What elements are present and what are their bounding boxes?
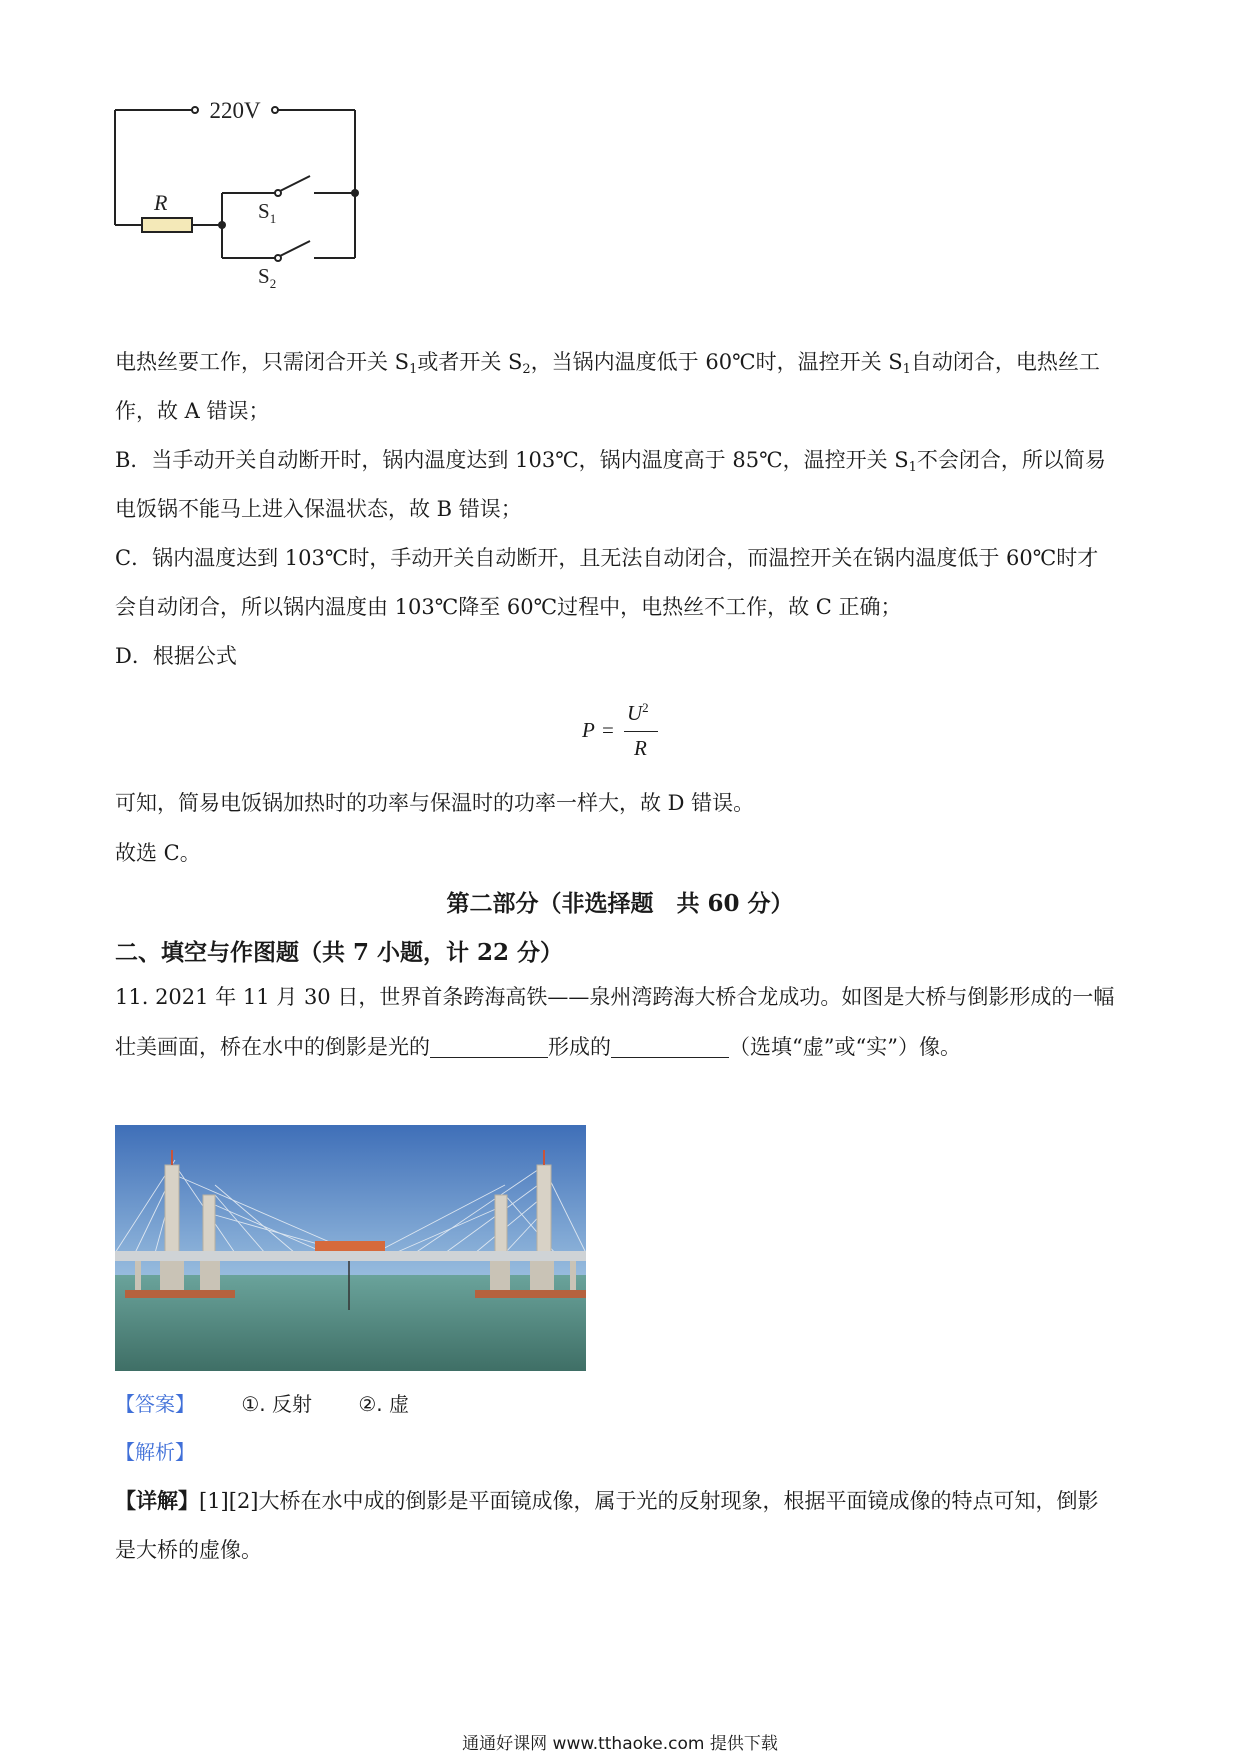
footer-watermark: 通通好课网 www.tthaoke.com 提供下载 [462,1734,778,1754]
analysis-line: 作，故 A 错误； [115,399,270,423]
choice-text: 故选 C。 [115,841,201,865]
question-line: 壮美画面，桥在水中的倒影是光的 形成的 （选填“虚”或“实”）像。 [115,1035,961,1059]
resistor [142,218,192,232]
formula: P = $U^2$ R [582,698,672,766]
answer-line: 【答案】 ①. 反射 ②. 虚 [115,1392,410,1416]
bridge-photo [115,1125,586,1371]
conclusion-text: 可知，简易电饭锅加热时的功率与保温时的功率一样大，故 D 错误。 [115,791,755,815]
question-line: 11. 2021 年 11 月 30 日，世界首条跨海高铁——泉州湾跨海大桥合龙成功。如图是大桥与倒影形成的一幅 [115,985,1115,1009]
section-title: 二、填空与作图题（共 7 小题，计 22 分） [115,939,564,966]
detail-line: 是大桥的虚像。 [115,1538,262,1562]
part-title: 第二部分（非选择题 共 60 分） [446,890,794,917]
circuit-diagram [110,90,370,290]
analysis-line: 会自动闭合，所以锅内温度由 103℃降至 60℃过程中，电热丝不工作，故 C 正确； [115,595,902,619]
resistor-label: R [154,190,168,215]
switch1-label: $S_1$ [258,199,277,226]
analysis-line: C．锅内温度达到 103℃时，手动开关自动断开，且无法自动闭合，而温控开关在锅内温度低于 60℃时才 [115,546,1099,570]
switch2-label: $S_2$ [258,264,277,290]
answer-blank [611,1037,729,1058]
analysis-line: 电饭锅不能马上进入保温状态，故 B 错误； [115,497,522,521]
voltage-label: 220V [209,98,261,123]
jiexi-label: 【解析】 [115,1440,195,1464]
analysis-line: 电热丝要工作，只需闭合开关 $S_1$或者开关 $S_2$，当锅内温度低于 60℃时，温控开关 $S_1$自动闭合，电热丝工 [115,350,1100,377]
junction-dot [218,221,226,229]
detail-line: 【详解】[1][2]大桥在水中成的倒影是平面镜成像，属于光的反射现象，根据平面镜成像的特点可知，倒影 [115,1489,1099,1513]
analysis-line: B．当手动开关自动断开时，锅内温度达到 103℃，锅内温度高于 85℃，温控开关 $S_1$不会闭合，所以简易 [115,448,1106,475]
answer-blank [430,1037,548,1058]
junction-dot [351,189,359,197]
analysis-line: D．根据公式 [115,644,237,668]
